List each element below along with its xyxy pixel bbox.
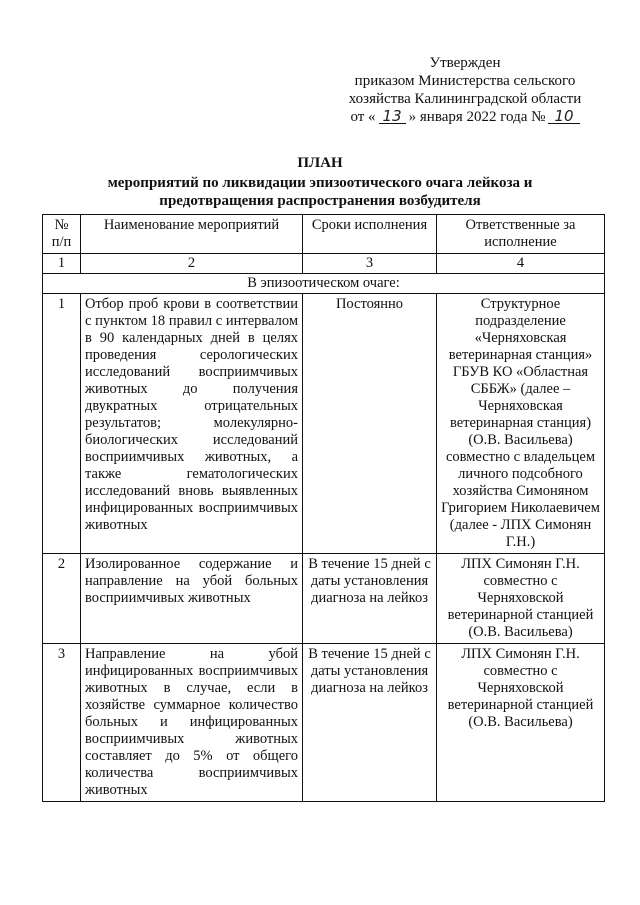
row-terms: В течение 15 дней с даты установления диагноза на лейкоз bbox=[303, 644, 437, 802]
plan-table bbox=[42, 214, 605, 802]
row-num: 1 bbox=[43, 294, 81, 554]
table-header-row bbox=[43, 215, 605, 254]
approval-line-1: Утвержден bbox=[429, 55, 501, 71]
handwritten-number: 10 bbox=[548, 109, 579, 124]
approval-line-2: приказом Министерства сельского bbox=[354, 73, 576, 89]
col-number: 4 bbox=[437, 254, 605, 274]
title-line-2: предотвращения распространения возбудителя bbox=[159, 193, 481, 209]
section-label: В эпизоотическом очаге: bbox=[43, 274, 605, 294]
row-name: Изолированное содержание и направление на убой больных восприимчивых животных bbox=[81, 554, 303, 644]
title-heading: ПЛАН bbox=[297, 155, 343, 171]
table-row bbox=[43, 294, 605, 554]
table-row bbox=[43, 554, 605, 644]
col-number: 1 bbox=[43, 254, 81, 274]
column-number-row bbox=[43, 254, 605, 274]
row-terms: В течение 15 дней с даты установления диагноза на лейкоз bbox=[303, 554, 437, 644]
header-name: Наименование мероприятий bbox=[81, 215, 303, 254]
row-responsible: ЛПХ Симонян Г.Н. совместно с Черняховской ветеринарной станцией (О.В. Васильева) bbox=[437, 554, 605, 644]
approval-line-3: хозяйства Калининградской области bbox=[348, 91, 582, 107]
date-prefix: от « bbox=[350, 109, 376, 125]
document-title bbox=[40, 154, 600, 210]
table-row bbox=[43, 644, 605, 802]
date-suffix: » января 2022 года № bbox=[408, 109, 546, 125]
approval-stamp bbox=[330, 54, 600, 126]
row-num: 3 bbox=[43, 644, 81, 802]
header-num: № п/п bbox=[43, 215, 81, 254]
header-terms: Сроки исполнения bbox=[303, 215, 437, 254]
col-number: 2 bbox=[81, 254, 303, 274]
row-name: Направление на убой инфицированных восприимчивых животных в случае, если в хозяйстве суммарное количество больных и инфицированных восприимчивых животных составляет до 5% от общего количества восприимчивых животных bbox=[81, 644, 303, 802]
col-number: 3 bbox=[303, 254, 437, 274]
row-name: Отбор проб крови в соответствии с пунктом 18 правил с интервалом в 90 календарных дней в целях проведения серологических исследований восприимчивых животных до получения двукратных отрицательных результатов; молекулярно-биологических исследований восприимчивых животных, а также гематологических исследований вновь выявленных инфицированных восприимчивых животных bbox=[81, 294, 303, 554]
row-terms: Постоянно bbox=[303, 294, 437, 554]
header-responsible: Ответственные за исполнение bbox=[437, 215, 605, 254]
row-num: 2 bbox=[43, 554, 81, 644]
title-line-1: мероприятий по ликвидации эпизоотического очага лейкоза и bbox=[107, 175, 533, 191]
handwritten-day: 13 bbox=[379, 109, 406, 124]
row-responsible: Структурное подразделение «Черняховская ветеринарная станция» ГБУВ КО «Областная СББЖ» (далее – Черняховская ветеринарная станция) (О.В. Васильева) совместно с владельцем личного подсобного хозяйства Симоняном Григорием Николаевичем (далее - ЛПХ Симонян Г.Н.) bbox=[437, 294, 605, 554]
row-responsible: ЛПХ Симонян Г.Н. совместно с Черняховской ветеринарной станцией (О.В. Васильева) bbox=[437, 644, 605, 802]
section-row bbox=[43, 274, 605, 294]
approval-date-line bbox=[330, 108, 600, 126]
